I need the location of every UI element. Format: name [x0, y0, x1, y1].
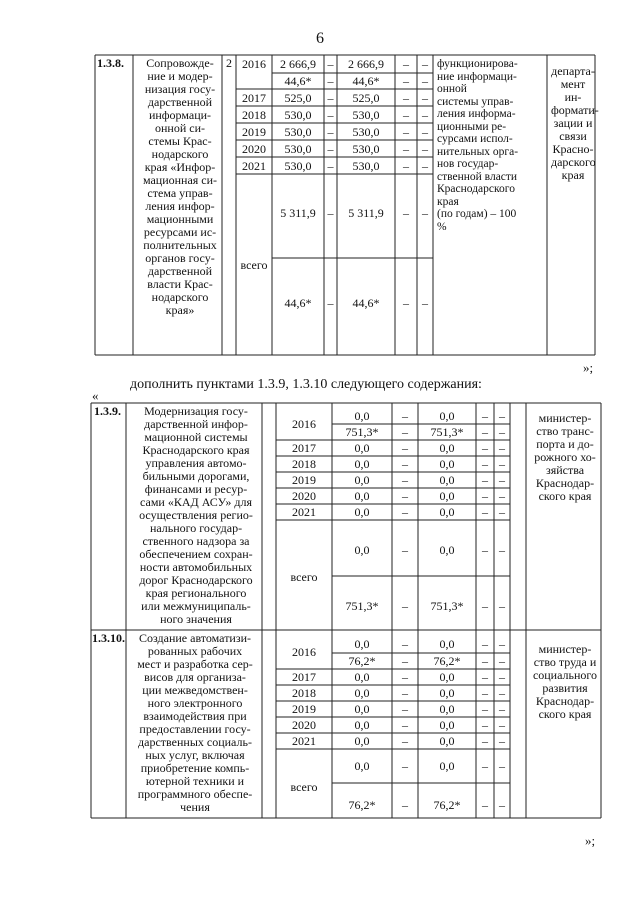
budget-2-cell: 530,0: [352, 125, 380, 139]
total-cell: 530,0: [284, 125, 312, 139]
budget-4-cell: –: [422, 206, 428, 220]
budget-3-cell: –: [482, 599, 488, 613]
year-cell: 2017: [242, 91, 266, 105]
budget-3-cell: –: [482, 686, 488, 700]
budget-3-cell: –: [403, 296, 409, 310]
year-cell: 2021: [292, 505, 316, 519]
budget-3-cell: –: [482, 654, 488, 668]
total-cell: 76,2*: [348, 654, 376, 668]
total-cell: 2 666,9: [280, 57, 316, 71]
budget-1-cell: –: [402, 734, 408, 748]
opening-quote: «: [92, 388, 99, 403]
budget-2-cell: 44,6*: [352, 296, 380, 310]
budget-3-cell: –: [482, 409, 488, 423]
budget-3-cell: –: [482, 425, 488, 439]
budget-4-cell: –: [499, 637, 505, 651]
budget-4-cell: –: [422, 296, 428, 310]
year-cell: 2019: [242, 125, 266, 139]
item-name: Сопровожде- ние и модер- низация госу- дарственной информаци- онной си- стемы Крас- нодарского края «Инфор- мационная си- стема управ- ления инфор- мационными ресурсами ис- полнительных органов госу- дарственной власти Крас- нодарского края»: [142, 56, 218, 317]
intro-text: дополнить пунктами 1.3.9, 1.3.10 следующего содержания:: [130, 377, 482, 392]
source-code: 2: [226, 56, 232, 70]
budget-3-cell: –: [482, 637, 488, 651]
budget-2-cell: 76,2*: [433, 654, 461, 668]
year-cell: 2016: [242, 57, 266, 71]
budget-3-cell: –: [403, 108, 409, 122]
budget-4-cell: –: [499, 759, 505, 773]
total-cell: 0,0: [354, 489, 370, 503]
total-cell: 0,0: [354, 473, 370, 487]
budget-3-cell: –: [403, 206, 409, 220]
budget-2-cell: 0,0: [439, 686, 455, 700]
year-cell: 2019: [292, 702, 316, 716]
budget-2-cell: 751,3*: [430, 599, 464, 613]
total-cell: 0,0: [354, 637, 370, 651]
budget-3-cell: –: [482, 734, 488, 748]
budget-1-cell: –: [327, 125, 334, 139]
budget-4-cell: –: [499, 543, 505, 557]
budget-4-cell: –: [499, 409, 505, 423]
budget-2-cell: 0,0: [439, 718, 455, 732]
budget-1-cell: –: [402, 686, 408, 700]
total-cell: 751,3*: [345, 599, 379, 613]
budget-3-cell: –: [482, 543, 488, 557]
budget-1-cell: –: [402, 425, 408, 439]
year-cell: 2018: [292, 457, 316, 471]
result-indicator: функционирова- ние информаци- онной системы управ- ления информа- ционными ре- сурсами испол- нительных орга- нов государ- ственной власти Краснодарского края (по годам) – 100 %: [437, 58, 519, 233]
total-cell: 0,0: [354, 409, 370, 423]
item-code: 1.3.8.: [97, 56, 124, 70]
year-cell: 2020: [242, 142, 266, 156]
budget-2-cell: 0,0: [439, 441, 455, 455]
budget-1-cell: –: [402, 457, 408, 471]
budget-4-cell: –: [422, 159, 428, 173]
budget-2-cell: 0,0: [439, 543, 455, 557]
year-cell: 2018: [292, 686, 316, 700]
budget-2-cell: 751,3*: [430, 425, 464, 439]
year-cell: 2020: [292, 489, 316, 503]
total-label: всего: [290, 570, 318, 584]
budget-4-cell: –: [499, 734, 505, 748]
item-code: 1.3.10.: [92, 631, 125, 645]
budget-1-cell: –: [402, 637, 408, 651]
budget-1-cell: –: [402, 489, 408, 503]
budget-2-cell: 76,2*: [433, 798, 461, 812]
budget-2-cell: 530,0: [352, 159, 380, 173]
budget-3-cell: –: [482, 457, 488, 471]
budget-4-cell: –: [499, 702, 505, 716]
budget-4-cell: –: [422, 91, 428, 105]
budget-3-cell: –: [403, 91, 409, 105]
total-cell: 44,6*: [284, 74, 312, 88]
budget-2-cell: 44,6*: [352, 74, 380, 88]
total-cell: 0,0: [354, 505, 370, 519]
budget-4-cell: –: [499, 718, 505, 732]
budget-4-cell: –: [422, 57, 428, 71]
total-cell: 44,6*: [284, 296, 312, 310]
budget-4-cell: –: [422, 74, 428, 88]
total-label: всего: [290, 780, 318, 794]
budget-3-cell: –: [482, 759, 488, 773]
budget-3-cell: –: [403, 142, 409, 156]
budget-2-cell: 0,0: [439, 505, 455, 519]
budget-4-cell: –: [499, 670, 505, 684]
total-cell: 0,0: [354, 759, 370, 773]
budget-4-cell: –: [499, 473, 505, 487]
total-cell: 0,0: [354, 702, 370, 716]
total-cell: 0,0: [354, 457, 370, 471]
budget-1-cell: –: [327, 142, 334, 156]
year-cell: 2021: [292, 734, 316, 748]
total-cell: 0,0: [354, 734, 370, 748]
budget-3-cell: –: [482, 441, 488, 455]
budget-3-cell: –: [403, 74, 409, 88]
budget-3-cell: –: [403, 125, 409, 139]
total-cell: 0,0: [354, 543, 370, 557]
budget-1-cell: –: [402, 718, 408, 732]
total-cell: 0,0: [354, 718, 370, 732]
budget-4-cell: –: [499, 599, 505, 613]
budget-1-cell: –: [327, 159, 334, 173]
budget-4-cell: –: [499, 457, 505, 471]
budget-1-cell: –: [402, 505, 408, 519]
total-cell: 530,0: [284, 142, 312, 156]
year-cell: 2016: [292, 645, 316, 659]
budget-2-cell: 0,0: [439, 734, 455, 748]
item-code: 1.3.9.: [94, 404, 121, 418]
budget-4-cell: –: [422, 142, 428, 156]
budget-2-cell: 0,0: [439, 702, 455, 716]
budget-2-cell: 0,0: [439, 759, 455, 773]
budget-1-cell: –: [327, 91, 334, 105]
budget-2-cell: 5 311,9: [348, 206, 384, 220]
budget-4-cell: –: [499, 654, 505, 668]
budget-3-cell: –: [482, 489, 488, 503]
executor: департа- мент ин- формати- зации и связи Красно- дарского края: [551, 64, 599, 182]
total-cell: 0,0: [354, 670, 370, 684]
year-cell: 2019: [292, 473, 316, 487]
budget-2-cell: 530,0: [352, 108, 380, 122]
year-cell: 2018: [242, 108, 266, 122]
total-cell: 76,2*: [348, 798, 376, 812]
budget-2-cell: 525,0: [352, 91, 380, 105]
year-cell: 2017: [292, 670, 316, 684]
budget-1-cell: –: [327, 74, 334, 88]
total-cell: 525,0: [284, 91, 312, 105]
budget-3-cell: –: [403, 159, 409, 173]
budget-1-cell: –: [402, 599, 408, 613]
budget-1-cell: –: [402, 702, 408, 716]
budget-2-cell: 530,0: [352, 142, 380, 156]
total-cell: 530,0: [284, 159, 312, 173]
budget-2-cell: 0,0: [439, 457, 455, 471]
item-name: Модернизация госу- дарственной инфор- мационной системы Краснодарского края управления автомо- бильными дорогами, финансами и ресур- сами «КАД АСУ» для осуществления регио- нального государ- ственного надзора за обеспечением сохран- ности автомобильных дорог Краснодарского края регионального или межмуниципаль- ного значения: [139, 404, 253, 626]
budget-2-cell: 2 666,9: [348, 57, 384, 71]
item-name: Создание автоматизи- рованных рабочих мест и разработка сер- висов для организа- ции межведомствен- ного электронного взаимодействия при предоставлении госу- дарственных социаль- ных услуг, включая приобретение компь- ютерной техники и программного обеспе- чения: [137, 631, 253, 814]
budget-3-cell: –: [482, 473, 488, 487]
executor: министер- ство транс- порта и до- рожного хо- зяйства Краснодар- ского края: [534, 411, 596, 503]
budget-3-cell: –: [482, 505, 488, 519]
budget-1-cell: –: [327, 108, 334, 122]
budget-1-cell: –: [402, 759, 408, 773]
budget-1-cell: –: [327, 57, 334, 71]
budget-1-cell: –: [327, 206, 334, 220]
year-cell: 2021: [242, 159, 266, 173]
budget-3-cell: –: [403, 57, 409, 71]
total-label: всего: [240, 258, 268, 272]
budget-1-cell: –: [402, 473, 408, 487]
budget-1-cell: –: [402, 441, 408, 455]
year-cell: 2020: [292, 718, 316, 732]
total-cell: 5 311,9: [280, 206, 316, 220]
budget-2-cell: 0,0: [439, 473, 455, 487]
budget-4-cell: –: [422, 125, 428, 139]
budget-4-cell: –: [499, 489, 505, 503]
budget-1-cell: –: [402, 543, 408, 557]
budget-3-cell: –: [482, 670, 488, 684]
budget-3-cell: –: [482, 718, 488, 732]
year-cell: 2016: [292, 417, 316, 431]
budget-1-cell: –: [402, 670, 408, 684]
budget-4-cell: –: [499, 441, 505, 455]
budget-1-cell: –: [402, 798, 408, 812]
budget-2-cell: 0,0: [439, 670, 455, 684]
budget-3-cell: –: [482, 798, 488, 812]
total-cell: 0,0: [354, 441, 370, 455]
budget-2-cell: 0,0: [439, 409, 455, 423]
budget-4-cell: –: [422, 108, 428, 122]
budget-4-cell: –: [499, 686, 505, 700]
closing-quote: »;: [583, 360, 594, 375]
closing-quote: »;: [585, 833, 596, 848]
budget-2-cell: 0,0: [439, 637, 455, 651]
page-number: 6: [316, 30, 324, 47]
budget-4-cell: –: [499, 425, 505, 439]
total-cell: 530,0: [284, 108, 312, 122]
budget-2-cell: 0,0: [439, 489, 455, 503]
total-cell: 0,0: [354, 686, 370, 700]
budget-1-cell: –: [402, 409, 408, 423]
total-cell: 751,3*: [345, 425, 379, 439]
budget-4-cell: –: [499, 505, 505, 519]
budget-4-cell: –: [499, 798, 505, 812]
budget-3-cell: –: [482, 702, 488, 716]
executor: министер- ство труда и социального развития Краснодар- ского края: [532, 642, 598, 721]
budget-1-cell: –: [402, 654, 408, 668]
budget-1-cell: –: [327, 296, 334, 310]
year-cell: 2017: [292, 441, 316, 455]
